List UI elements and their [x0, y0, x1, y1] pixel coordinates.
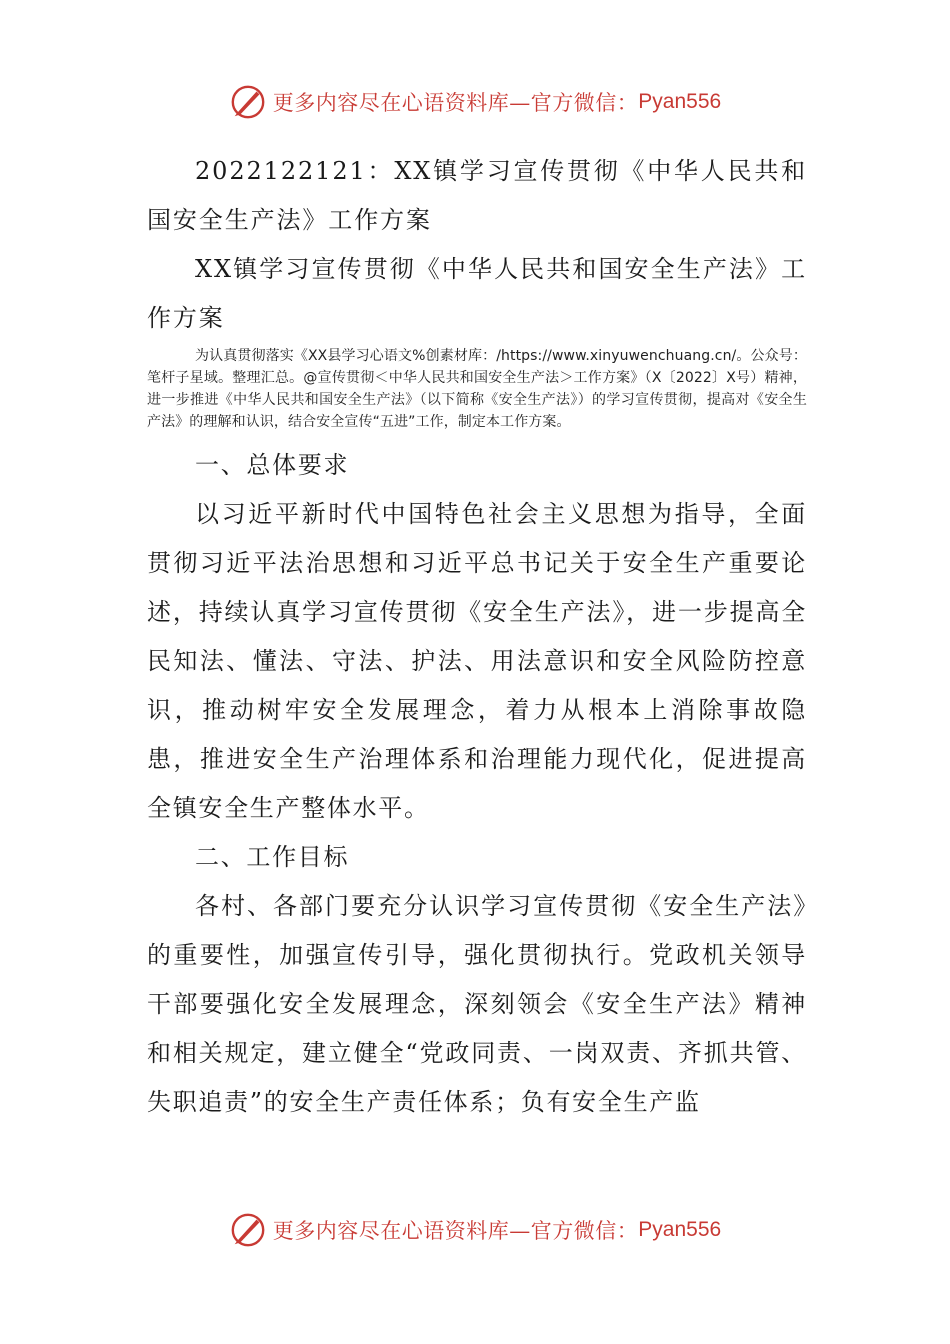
watermark-text: 更多内容尽在心语资料库—官方微信：: [272, 1219, 639, 1243]
document-subtitle: XX镇学习宣传贯彻《中华人民共和国安全生产法》工作方案: [147, 255, 807, 332]
pen-logo-icon: [229, 83, 267, 121]
pen-logo-icon: [229, 1211, 267, 1249]
document-body: [147, 147, 807, 1127]
watermark-text: 更多内容尽在心语资料库—官方微信：: [272, 91, 639, 115]
section1-body: 以习近平新时代中国特色社会主义思想为指导，全面贯彻习近平法治思想和习近平总书记关于安全生产重要论述，持续认真学习宣传贯彻《安全生产法》，进一步提高全民知法、懂法、守法、护法、用法意识和安全风险防控意识，推动树牢安全发展理念，着力从根本上消除事故隐患，推进安全生产治理体系和治理能力现代化，促进提高全镇安全生产整体水平。: [147, 500, 807, 822]
watermark-banner-bottom: [0, 1208, 950, 1252]
watermark-wechat-id: Pyan556: [638, 90, 722, 113]
intro-paragraph: 为认真贯彻落实《XX县学习心语文%创素材库：/https://www.xinyuwenchuang.cn/。公众号：笔杆子星域。整理汇总。@宣传贯彻＜中华人民共和国安全生产法＞工作方案》（X〔2022〕X号）精神，进一步推进《中华人民共和国安全生产法》（以下简称《安全生产法》）的学习宣传贯彻，提高对《安全生产法》的理解和认识，结合安全宣传“五进”工作，制定本工作方案。: [147, 348, 807, 430]
watermark-wechat-id: Pyan556: [638, 1218, 722, 1241]
document-title: 2022122121：XX镇学习宣传贯彻《中华人民共和国安全生产法》工作方案: [147, 157, 807, 234]
section2-body: 各村、各部门要充分认识学习宣传贯彻《安全生产法》的重要性，加强宣传引导，强化贯彻执行。党政机关领导干部要强化安全发展理念，深刻领会《安全生产法》精神和相关规定，建立健全“党政同责、一岗双责、齐抓共管、失职追责”的安全生产责任体系；负有安全生产监: [147, 892, 807, 1116]
section2-heading: 二、工作目标: [195, 843, 350, 871]
watermark-banner-top: [0, 80, 950, 124]
section1-heading: 一、总体要求: [195, 451, 350, 479]
